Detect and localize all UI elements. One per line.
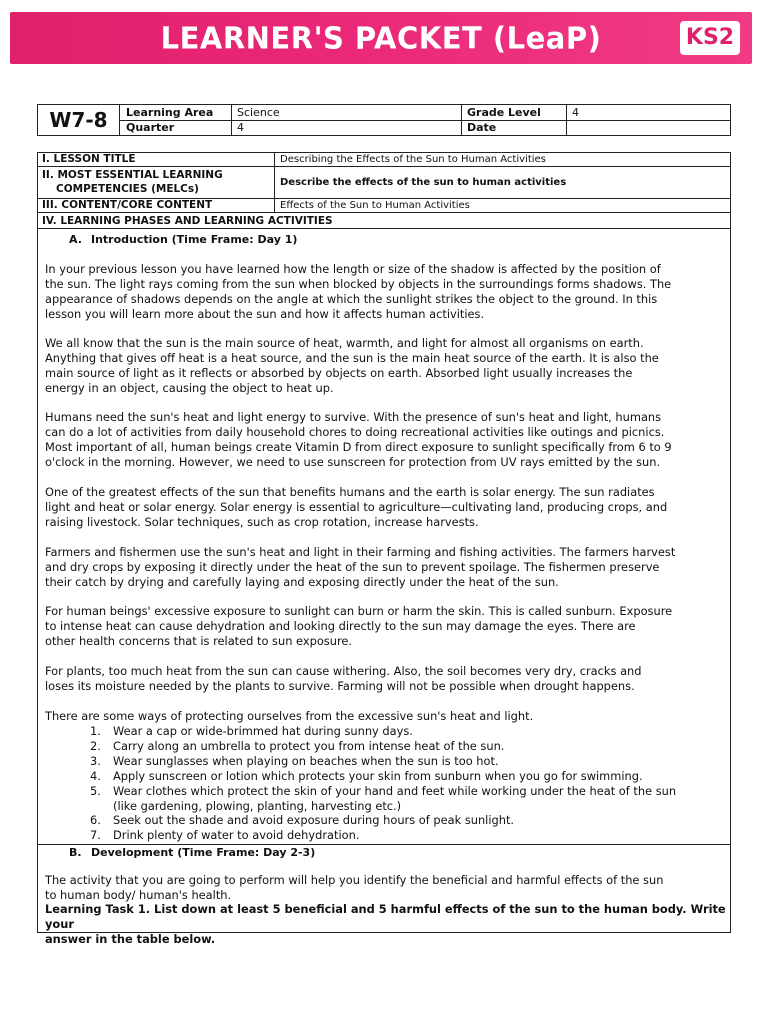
grade-level-label: Grade Level	[467, 106, 541, 119]
list-item	[90, 784, 730, 814]
text-line: the sun. The light rays coming from the sun when blocked by objects in the surroundings forms shadows. The	[45, 276, 672, 291]
text-line: energy in an object, causing the object to heat up.	[45, 380, 334, 395]
lesson-title-value: Describing the Effects of the Sun to Human Activities	[280, 154, 546, 165]
text-line: We all know that the sun is the main source of heat, warmth, and light for almost all organisms on earth.	[45, 336, 644, 350]
text-line: Learning Task 1. List down at least 5 beneficial and 5 harmful effects of the sun to the human body. Write your	[45, 902, 726, 931]
row-divider	[38, 228, 730, 229]
list-number: 6.	[90, 813, 101, 828]
list-item	[90, 813, 730, 828]
list-text: Wear clothes which protect the skin of your hand and feet while working under the heat of the sun	[113, 783, 677, 798]
list-intro: There are some ways of protecting ourselves from the excessive sun's heat and light.	[45, 709, 534, 723]
intro-paragraph	[45, 336, 729, 396]
intro-paragraph	[45, 664, 729, 694]
row-divider	[38, 166, 730, 167]
list-item	[90, 724, 730, 739]
list-number: 1.	[90, 724, 101, 738]
text-line: Humans need the sun's heat and light energy to survive. With the presence of sun's heat and light, humans	[45, 410, 662, 424]
text-line: For plants, too much heat from the sun can cause withering. Also, the soil becomes very dry, cracks and	[45, 664, 642, 678]
list-number: 5.	[90, 783, 101, 798]
list-number: 3.	[90, 753, 101, 768]
development-paragraph	[45, 873, 729, 903]
list-text: Seek out the shade and avoid exposure during hours of peak sunlight.	[113, 813, 515, 828]
info-table	[37, 104, 731, 136]
text-line: For human beings' excessive exposure to sunlight can burn or harm the skin. This is called sunburn. Exposure	[45, 604, 673, 618]
text-line: Most important of all, human beings create Vitamin D from direct exposure to sunlight specifically from 6 to 9	[45, 439, 672, 454]
list-text: (like gardening, plowing, planting, harvesting etc.)	[113, 798, 402, 813]
intro-paragraph	[45, 262, 729, 322]
text-line: lesson you will learn more about the sun and how it affects human activities.	[45, 306, 485, 321]
melc-label-line1: II. MOST ESSENTIAL LEARNING	[42, 169, 223, 181]
intro-paragraph	[45, 410, 729, 470]
text-line: can do a lot of activities from daily household chores to doing recreational activities like outings and picnics.	[45, 424, 665, 439]
intro-paragraph	[45, 545, 729, 590]
text-line: Anything that gives off heat is a heat source, and the sun is the main heat source of the earth. It is also the	[45, 350, 659, 365]
text-line: appearance of shadows depends on the angle at which the sunlight strikes the object to the ground. In this	[45, 291, 658, 306]
list-text: Drink plenty of water to avoid dehydration.	[113, 828, 360, 843]
intro-paragraph	[45, 604, 729, 649]
header-banner	[10, 12, 752, 64]
packet-title: LEARNER'S PACKET (LeaP)	[160, 20, 602, 56]
learning-task-1	[45, 902, 729, 947]
quarter-label: Quarter	[126, 121, 175, 134]
text-line: to intense heat can cause dehydration and looking directly to the sun may damage the eyes. There are	[45, 618, 636, 633]
list-item	[90, 739, 730, 754]
list-text: Apply sunscreen or lotion which protects your skin from sunburn when you go for swimming.	[113, 768, 643, 783]
text-line: answer in the table below.	[45, 931, 216, 946]
text-line: to human body/ human's health.	[45, 887, 232, 902]
text-line: their catch by drying and carefully laying and exposing directly under the heat of the sun.	[45, 574, 559, 589]
development-heading: Development (Time Frame: Day 2-3)	[91, 846, 316, 859]
list-item	[90, 754, 730, 769]
text-line: Farmers and fishermen use the sun's heat and light in their farming and fishing activities. The farmers harvest	[45, 545, 676, 559]
list-text: Wear a cap or wide-brimmed hat during sunny days.	[113, 724, 413, 738]
intro-heading: Introduction (Time Frame: Day 1)	[91, 233, 298, 246]
grade-level-value: 4	[572, 106, 579, 119]
protection-list	[90, 724, 730, 843]
intro-paragraph	[45, 485, 729, 530]
list-number: 4.	[90, 768, 101, 783]
lesson-table	[37, 152, 731, 946]
text-line: In your previous lesson you have learned how the length or size of the shadow is affected by the position of	[45, 262, 661, 276]
melc-label-line2: COMPETENCIES (MELCs)	[56, 183, 199, 195]
info-divider	[120, 120, 730, 121]
list-item	[90, 828, 730, 843]
list-text: Wear sunglasses when playing on beaches when the sun is too hot.	[113, 753, 499, 768]
content-value: Effects of the Sun to Human Activities	[280, 200, 470, 211]
list-text: Carry along an umbrella to protect you from intense heat of the sun.	[113, 738, 505, 753]
week-label: W7-8	[38, 105, 120, 135]
quarter-value: 4	[237, 121, 244, 134]
text-line: loses its moisture needed by the plants to survive. Farming will not be possible when drought happens.	[45, 678, 635, 693]
list-number: 2.	[90, 738, 101, 753]
melc-value: Describe the effects of the sun to human activities	[280, 177, 567, 188]
text-line: other health concerns that is related to sun exposure.	[45, 633, 353, 648]
content-label: III. CONTENT/CORE CONTENT	[42, 199, 213, 211]
text-line: main source of light as it reflects or absorbed by objects on earth. Absorbed light usually increases the	[45, 365, 633, 380]
text-line: and dry crops by exposing it directly under the heat of the sun to prevent spoilage. The fishermen preserve	[45, 559, 660, 574]
text-line: light and heat or solar energy. Solar energy is essential to agriculture—cultivating land, producing crops, and	[45, 499, 668, 514]
intro-heading-letter: A.	[69, 233, 82, 246]
row-divider	[38, 212, 730, 213]
ks-badge: KS2	[680, 21, 740, 55]
phases-label: IV. LEARNING PHASES AND LEARNING ACTIVITIES	[42, 215, 333, 227]
lesson-title-label: I. LESSON TITLE	[42, 153, 136, 165]
text-line: The activity that you are going to perform will help you identify the beneficial and harmful effects of the sun	[45, 873, 664, 887]
development-heading-letter: B.	[69, 846, 82, 859]
text-line: o'clock in the morning. However, we need to use sunscreen for protection from UV rays emitted by the sun.	[45, 454, 661, 469]
list-item	[90, 769, 730, 784]
text-line: raising livestock. Solar techniques, such as crop rotation, increase harvests.	[45, 514, 479, 529]
text-line: One of the greatest effects of the sun that benefits humans and the earth is solar energy. The sun radiates	[45, 485, 655, 499]
list-number: 7.	[90, 828, 101, 843]
learning-area-label: Learning Area	[126, 106, 214, 119]
learning-area-value: Science	[237, 106, 280, 119]
date-label: Date	[467, 121, 497, 134]
